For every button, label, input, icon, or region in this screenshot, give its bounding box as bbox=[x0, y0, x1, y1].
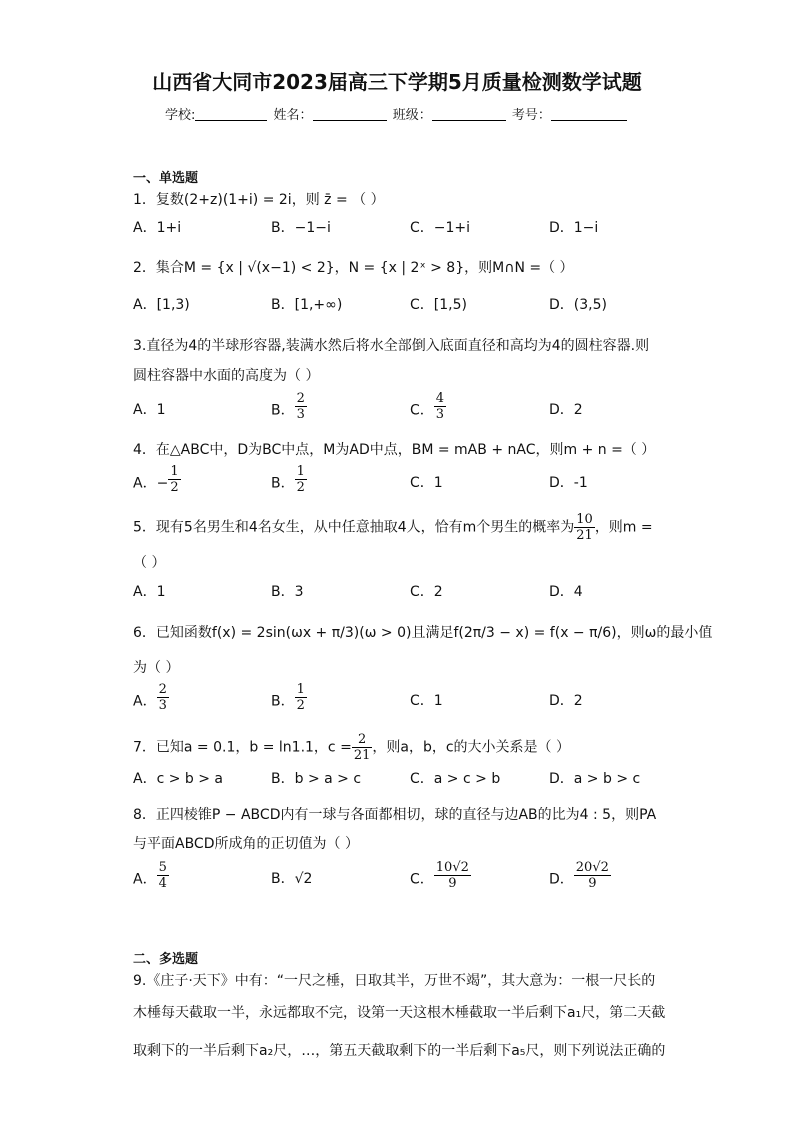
option-a: A． $\frac{5}{4}$ bbox=[133, 860, 167, 891]
option-c: C．a > c > b bbox=[410, 771, 501, 787]
option-b: B． $\frac{1}{2}$ bbox=[271, 464, 305, 495]
option-a: A．[1,3) bbox=[133, 297, 190, 313]
section-single-choice: 一、单选题 bbox=[133, 171, 199, 186]
option-d: D．-1 bbox=[549, 475, 588, 491]
option-a: A．1+i bbox=[133, 220, 182, 236]
option-d: D．2 bbox=[549, 693, 583, 709]
question-6-options bbox=[133, 682, 673, 720]
option-c: C．1 bbox=[410, 693, 443, 709]
option-c: C．[1,5) bbox=[410, 297, 467, 313]
question-8-line-1: 8．正四棱锥P − ABCD内有一球与各面都相切，球的直径与边AB的比为4 : 5，则PA bbox=[133, 807, 657, 823]
question-4: 4．在△ABC中，D为BC中点，M为AD中点，BM = mAB + nAC，则m + n =（ ） bbox=[133, 442, 656, 458]
option-d: D．2 bbox=[549, 402, 583, 418]
name-blank bbox=[313, 108, 387, 121]
question-6-line-1: 6．已知函数f(x) = 2sin(ωx + π/3)(ω > 0)且满足f(2π/3 − x) = f(x − π/6)，则ω的最小值 bbox=[133, 625, 713, 641]
question-3-options bbox=[133, 391, 673, 429]
option-c: C． $\frac{10√2}{9}$ bbox=[410, 860, 469, 891]
option-c: C．−1+i bbox=[410, 220, 471, 236]
question-5-line-1: 5．现有5名男生和4名女生，从中任意抽取4人，恰有m个男生的概率为 $\frac{10}{21}$ ，则m = bbox=[133, 512, 653, 543]
option-c: C．2 bbox=[410, 584, 443, 600]
question-5-line-2: （ ） bbox=[133, 555, 166, 571]
question-5-options bbox=[133, 581, 673, 611]
option-a: A．1 bbox=[133, 402, 166, 418]
option-b: B．3 bbox=[271, 584, 304, 600]
option-d: D．1−i bbox=[549, 220, 599, 236]
option-c: C． $\frac{4}{3}$ bbox=[410, 391, 445, 422]
question-2-options bbox=[133, 294, 673, 324]
name-label: 姓名： bbox=[273, 108, 313, 123]
question-2: 2．集合M = {x | √(x−1) < 2}，N = {x | 2ˣ > 8}，则M∩N =（ ） bbox=[133, 260, 574, 276]
option-b: B．b > a > c bbox=[271, 771, 362, 787]
class-blank bbox=[432, 108, 506, 121]
question-6-line-2: 为（ ） bbox=[133, 660, 180, 676]
option-b: B． $\frac{2}{3}$ bbox=[271, 391, 305, 422]
option-d: D．a > b > c bbox=[549, 771, 641, 787]
question-7-options bbox=[133, 768, 673, 798]
question-8-line-2: 与平面ABCD所成角的正切值为（ ） bbox=[133, 836, 359, 852]
question-3-line-1: 3.直径为4的半球形容器,装满水然后将水全部倒入底面直径和高均为4的圆柱容器.则 bbox=[133, 338, 650, 354]
section-multi-choice: 二、多选题 bbox=[133, 952, 199, 967]
school-blank bbox=[195, 108, 267, 121]
option-d: D．(3,5) bbox=[549, 297, 607, 313]
question-9-line-3: 取剩下的一半后剩下a₂尺，…，第五天截取剩下的一半后剩下a₅尺，则下列说法正确的 bbox=[133, 1043, 666, 1059]
option-b: B．√2 bbox=[271, 871, 313, 887]
class-label: 班级： bbox=[392, 108, 432, 123]
school-label: 学校: bbox=[165, 108, 196, 123]
question-1-options bbox=[133, 217, 673, 247]
option-a: A．c > b > a bbox=[133, 771, 224, 787]
question-7: 7．已知a = 0.1，b = ln1.1，c = $\frac{2}{21}$ ，则a，b，c的大小关系是（ ） bbox=[133, 732, 570, 763]
option-b: B．[1,+∞) bbox=[271, 297, 343, 313]
option-a: A．− $\frac{1}{2}$ bbox=[133, 464, 179, 495]
option-d: D． $\frac{20√2}{9}$ bbox=[549, 860, 609, 891]
option-a: A． $\frac{2}{3}$ bbox=[133, 682, 167, 713]
option-d: D．4 bbox=[549, 584, 583, 600]
question-4-options bbox=[133, 464, 673, 502]
page-title: 山西省大同市2023届高三下学期5月质量检测数学试题 bbox=[152, 70, 642, 94]
option-b: B．−1−i bbox=[271, 220, 331, 236]
question-9-line-2: 木棰每天截取一半，永远都取不完，设第一天这根木棰截取一半后剩下a₁尺，第二天截 bbox=[133, 1005, 666, 1021]
option-c: C．1 bbox=[410, 475, 443, 491]
option-a: A．1 bbox=[133, 584, 166, 600]
question-3-line-2: 圆柱容器中水面的高度为（ ） bbox=[133, 368, 320, 384]
option-b: B． $\frac{1}{2}$ bbox=[271, 682, 305, 713]
student-info bbox=[165, 104, 629, 123]
number-label: 考号： bbox=[511, 108, 551, 123]
question-1: 1．复数(2+z)(1+i) = 2i，则 z̄ = （ ） bbox=[133, 192, 385, 208]
number-blank bbox=[551, 108, 627, 121]
question-9-line-1: 9.《庄子·天下》中有：“一尺之棰，日取其半，万世不竭”，其大意为：一根一尺长的 bbox=[133, 973, 656, 989]
question-8-options bbox=[133, 860, 673, 898]
